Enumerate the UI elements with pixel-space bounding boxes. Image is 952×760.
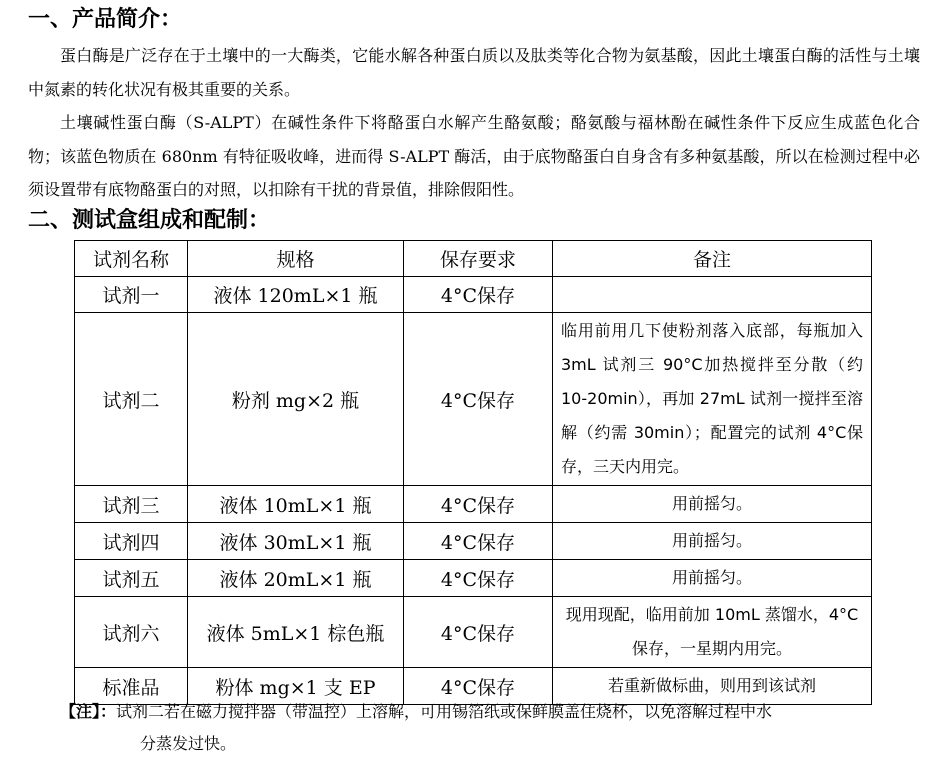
reagent-storage: 4°C保存 (404, 597, 553, 668)
reagent-note: 用前摇匀。 (553, 560, 872, 597)
table-row (75, 486, 872, 523)
footnote-line-2: 分蒸发过快。 (140, 734, 237, 753)
reagent-note: 用前摇匀。 (553, 523, 872, 560)
column-header-spec: 规格 (188, 241, 404, 277)
kit-components-table (74, 240, 872, 705)
reagent-name: 试剂二 (75, 313, 188, 486)
reagent-spec: 粉体 mg×1 支 EP (188, 668, 404, 705)
intro-paragraph-1: 蛋白酶是广泛存在于土壤中的一大酶类，它能水解各种蛋白质以及肽类等化合物为氨基酸，因此土壤蛋白酶的活性与土壤中氮素的转化状况有极其重要的关系。 (28, 46, 920, 99)
reagent-spec: 液体 120mL×1 瓶 (188, 277, 404, 313)
reagent-note: 用前摇匀。 (553, 486, 872, 523)
reagent-name: 试剂五 (75, 560, 188, 597)
footnote (60, 696, 922, 760)
reagent-storage: 4°C保存 (404, 560, 553, 597)
table-row (75, 523, 872, 560)
column-header-storage: 保存要求 (404, 241, 553, 277)
table-row (75, 313, 872, 486)
table-header-row (75, 241, 872, 277)
section-heading-kit: 二、测试盒组成和配制： (28, 208, 271, 233)
table-row (75, 277, 872, 313)
reagent-note: 若重新做标曲，则用到该试剂 (553, 668, 872, 705)
column-header-note: 备注 (553, 241, 872, 277)
reagent-storage: 4°C保存 (404, 668, 553, 705)
reagent-storage: 4°C保存 (404, 313, 553, 486)
column-header-name: 试剂名称 (75, 241, 188, 277)
reagent-note: 现用现配，临用前加 10mL 蒸馏水，4°C保存，一星期内用完。 (553, 597, 872, 668)
reagent-storage: 4°C保存 (404, 486, 553, 523)
reagent-spec: 液体 5mL×1 棕色瓶 (188, 597, 404, 668)
reagent-name: 试剂三 (75, 486, 188, 523)
reagent-note: 临用前用几下使粉剂落入底部，每瓶加入 3mL 试剂三 90°C加热搅拌至分散（约 10-20min），再加 27mL 试剂一搅拌至溶解（约需 30min）；配置完的试剂 4°C保存，三天内用完。 (553, 313, 872, 486)
reagent-spec: 液体 10mL×1 瓶 (188, 486, 404, 523)
reagent-note (553, 277, 872, 313)
reagent-spec: 粉剂 mg×2 瓶 (188, 313, 404, 486)
reagent-storage: 4°C保存 (404, 523, 553, 560)
reagent-name: 试剂一 (75, 277, 188, 313)
footnote-tag: 【注】： (60, 702, 117, 721)
intro-paragraph-2: 土壤碱性蛋白酶（S-ALPT）在碱性条件下将酪蛋白水解产生酪氨酸；酪氨酸与福林酚在碱性条件下反应生成蓝色化合物；该蓝色物质在 680nm 有特征吸收峰，进而得 S-ALPT 酶活，由于底物酪蛋白自身含有多种氨基酸，所以在检测过程中必须设置带有底物酪蛋白的对照，以扣除有干扰的背景值，排除假阳性。 (28, 113, 920, 200)
footnote-line-1: 试剂二若在磁力搅拌器（带温控）上溶解，可用锡箔纸或保鲜膜盖住烧杯，以免溶解过程中水 (116, 702, 773, 721)
reagent-spec: 液体 30mL×1 瓶 (188, 523, 404, 560)
reagent-name: 试剂六 (75, 597, 188, 668)
reagent-storage: 4°C保存 (404, 277, 553, 313)
table-row (75, 597, 872, 668)
reagent-spec: 液体 20mL×1 瓶 (188, 560, 404, 597)
section-heading-intro: 一、产品简介： (28, 7, 183, 32)
reagent-name: 标准品 (75, 668, 188, 705)
table-row (75, 560, 872, 597)
reagent-name: 试剂四 (75, 523, 188, 560)
